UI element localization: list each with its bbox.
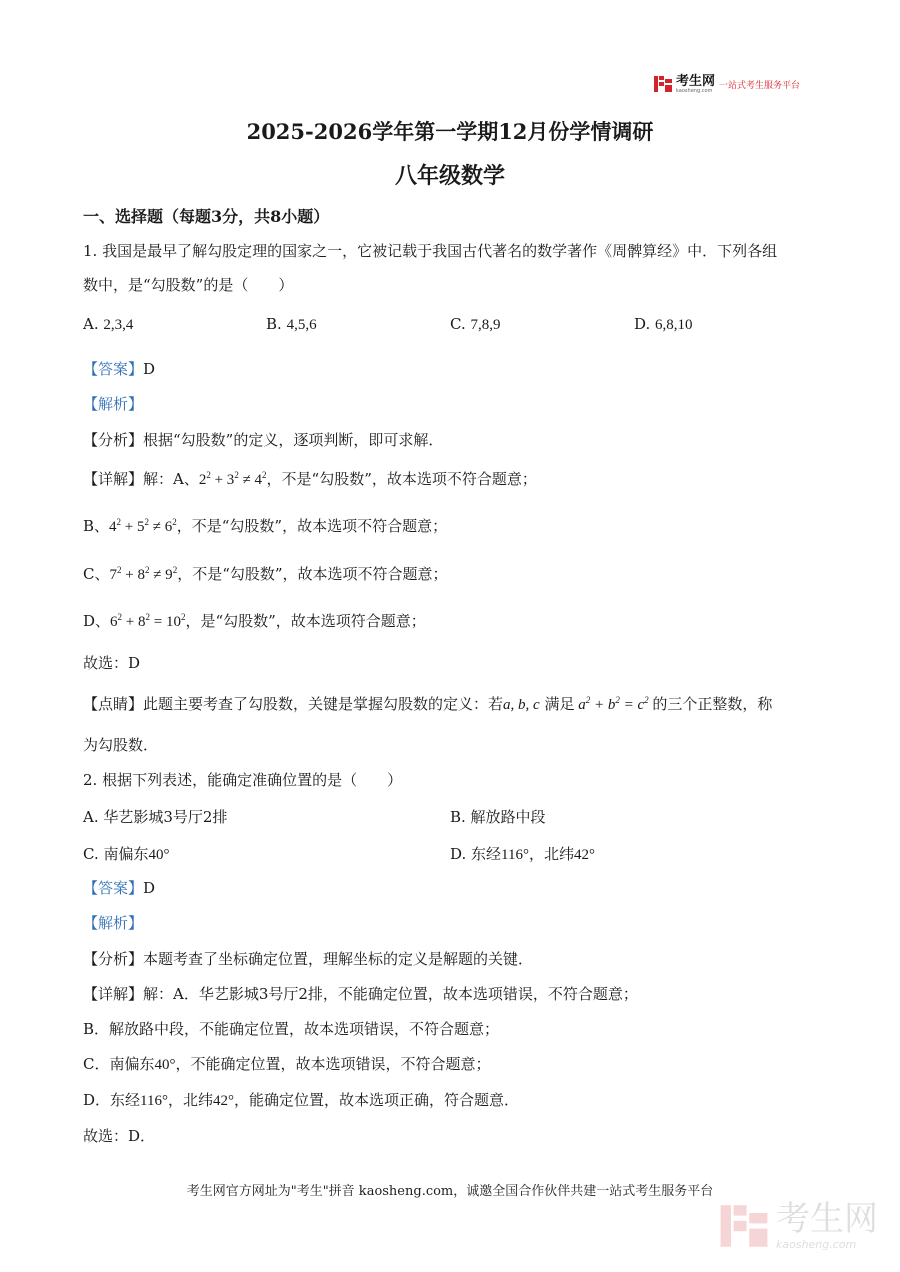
detail-value: 116°	[140, 1093, 168, 1109]
dianjing-text: 满足	[544, 695, 575, 713]
logo-domain-text: kaosheng.com	[676, 87, 713, 94]
q1-choose: 故选：D	[83, 654, 141, 672]
exam-title: 2025-2026学年第一学期12月份学情调研	[246, 119, 654, 144]
dianjing-text: 【点睛】此题主要考查了勾股数，关键是掌握勾股数的定义：若	[83, 695, 504, 713]
detail-text: ，是“勾股数”，故本选项符合题意；	[185, 612, 426, 630]
section-heading: 一、选择题（每题3分，共8小题）	[83, 207, 330, 226]
dianjing-text: 的三个正整数，称	[652, 695, 773, 713]
detail-prefix: C、	[83, 565, 110, 583]
exam-subtitle: 八年级数学	[394, 163, 505, 189]
formula-b: $4^2 + 5^2 \ne 6^2$	[109, 517, 177, 535]
watermark-brand: 考生网	[776, 1199, 878, 1239]
q1-dianjing-line2: 为勾股数．	[83, 736, 159, 754]
option-value: 7,8,9	[470, 317, 501, 333]
q2-option-d	[450, 843, 595, 864]
formula-pythag: $a^2 + b^2 = c^2$	[574, 695, 649, 713]
q1-dianjing	[83, 693, 823, 714]
detail-text: ，不是“勾股数”，故本选项不符合题意；	[266, 470, 537, 488]
q2-fenxi: 【分析】本题考查了坐标确定位置，理解坐标的定义是解题的关键．	[83, 950, 534, 968]
option-letter: D.	[634, 315, 651, 333]
option-value: 42°	[574, 847, 595, 863]
q2-option-b: B. 解放路中段	[450, 808, 546, 826]
option-label: D. 东经	[450, 845, 502, 863]
logo-slogan: 一站式考生服务平台	[719, 80, 801, 91]
detail-prefix: B、	[83, 517, 110, 535]
footer-text: 考生网官方网址为"考生"拼音 kaosheng.com，诚邀全国合作伙伴共建一站式考生服务平台	[186, 1184, 714, 1199]
option-value: 2,3,4	[103, 317, 134, 333]
formula-c: $7^2 + 8^2 \ne 9^2$	[109, 565, 178, 583]
detail-text: ，不是“勾股数”，故本选项不符合题意；	[177, 565, 448, 583]
watermark	[718, 1200, 878, 1252]
option-letter: A.	[83, 315, 99, 333]
detail-prefix: D、	[83, 612, 111, 630]
detail-value: 40°	[154, 1057, 176, 1073]
q1-analysis-tag: 【解析】	[83, 395, 144, 413]
answer-value: D	[143, 879, 156, 897]
detail-prefix: 【详解】解：A、	[83, 470, 199, 488]
option-label: ，北纬	[528, 845, 574, 863]
q2-answer	[83, 877, 823, 898]
detail-value: 42°	[213, 1093, 234, 1109]
watermark-domain: kaosheng.com	[776, 1238, 857, 1251]
option-value: 40°	[148, 847, 170, 863]
q1-detail-c	[83, 563, 823, 584]
formula-abc: a, b, c	[503, 697, 540, 713]
q1-option-a	[83, 315, 133, 334]
detail-text: ，北纬	[167, 1091, 213, 1109]
option-value: 6,8,10	[655, 317, 693, 333]
detail-text: D．东经	[83, 1091, 141, 1109]
kaosheng-logo-icon	[653, 74, 673, 94]
q1-detail-a	[83, 468, 823, 489]
answer-tag: 【答案】	[83, 879, 144, 897]
answer-value: D	[143, 360, 156, 378]
option-letter: C.	[450, 315, 466, 333]
q2-detail-4	[83, 1089, 823, 1110]
q2-detail-3	[83, 1053, 823, 1074]
option-letter: B.	[266, 315, 282, 333]
q1-stem-line1: 1. 我国是最早了解勾股定理的国家之一，它被记载于我国古代著名的数学著作《周髀算经》中．下列各组	[83, 242, 778, 260]
q2-option-c	[83, 843, 169, 864]
option-value: 116°	[501, 847, 529, 863]
detail-text: ，能确定位置，故本选项正确，符合题意．	[234, 1091, 520, 1109]
q1-option-c	[450, 315, 501, 334]
detail-text: C．南偏东	[83, 1055, 155, 1073]
logo-brand-text: 考生网	[676, 73, 716, 89]
q2-choose: 故选：D．	[83, 1127, 156, 1145]
formula-a: $2^2 + 3^2 \ne 4^2$	[198, 470, 267, 488]
q1-option-b	[266, 315, 317, 334]
q2-analysis-tag: 【解析】	[83, 914, 144, 932]
q2-stem: 2. 根据下列表述，能确定准确位置的是（ ）	[83, 771, 403, 789]
q2-detail-2: B．解放路中段，不能确定位置，故本选项错误，不符合题意；	[83, 1020, 500, 1038]
q1-fenxi: 【分析】根据“勾股数”的定义，逐项判断，即可求解．	[83, 431, 444, 449]
formula-d: $6^2 + 8^2 = 10^2$	[110, 612, 186, 630]
detail-text: ，不能确定位置，故本选项错误，不符合题意；	[175, 1055, 491, 1073]
header-logo	[653, 74, 800, 94]
q1-stem-line2: 数中，是“勾股数”的是（ ）	[83, 276, 294, 294]
option-value: 4,5,6	[286, 317, 317, 333]
option-label: C. 南偏东	[83, 845, 149, 863]
q2-option-a: A. 华艺影城3号厅2排	[83, 808, 228, 826]
kaosheng-watermark-icon	[718, 1200, 770, 1252]
q1-option-d	[634, 315, 693, 334]
q1-detail-b	[83, 515, 823, 536]
answer-tag: 【答案】	[83, 360, 144, 378]
q1-detail-d	[83, 610, 823, 631]
detail-text: ，不是“勾股数”，故本选项不符合题意；	[176, 517, 448, 535]
q1-answer	[83, 358, 823, 379]
q2-detail-1: 【详解】解：A．华艺影城3号厅2排，不能确定位置，故本选项错误，不符合题意；	[83, 985, 638, 1003]
